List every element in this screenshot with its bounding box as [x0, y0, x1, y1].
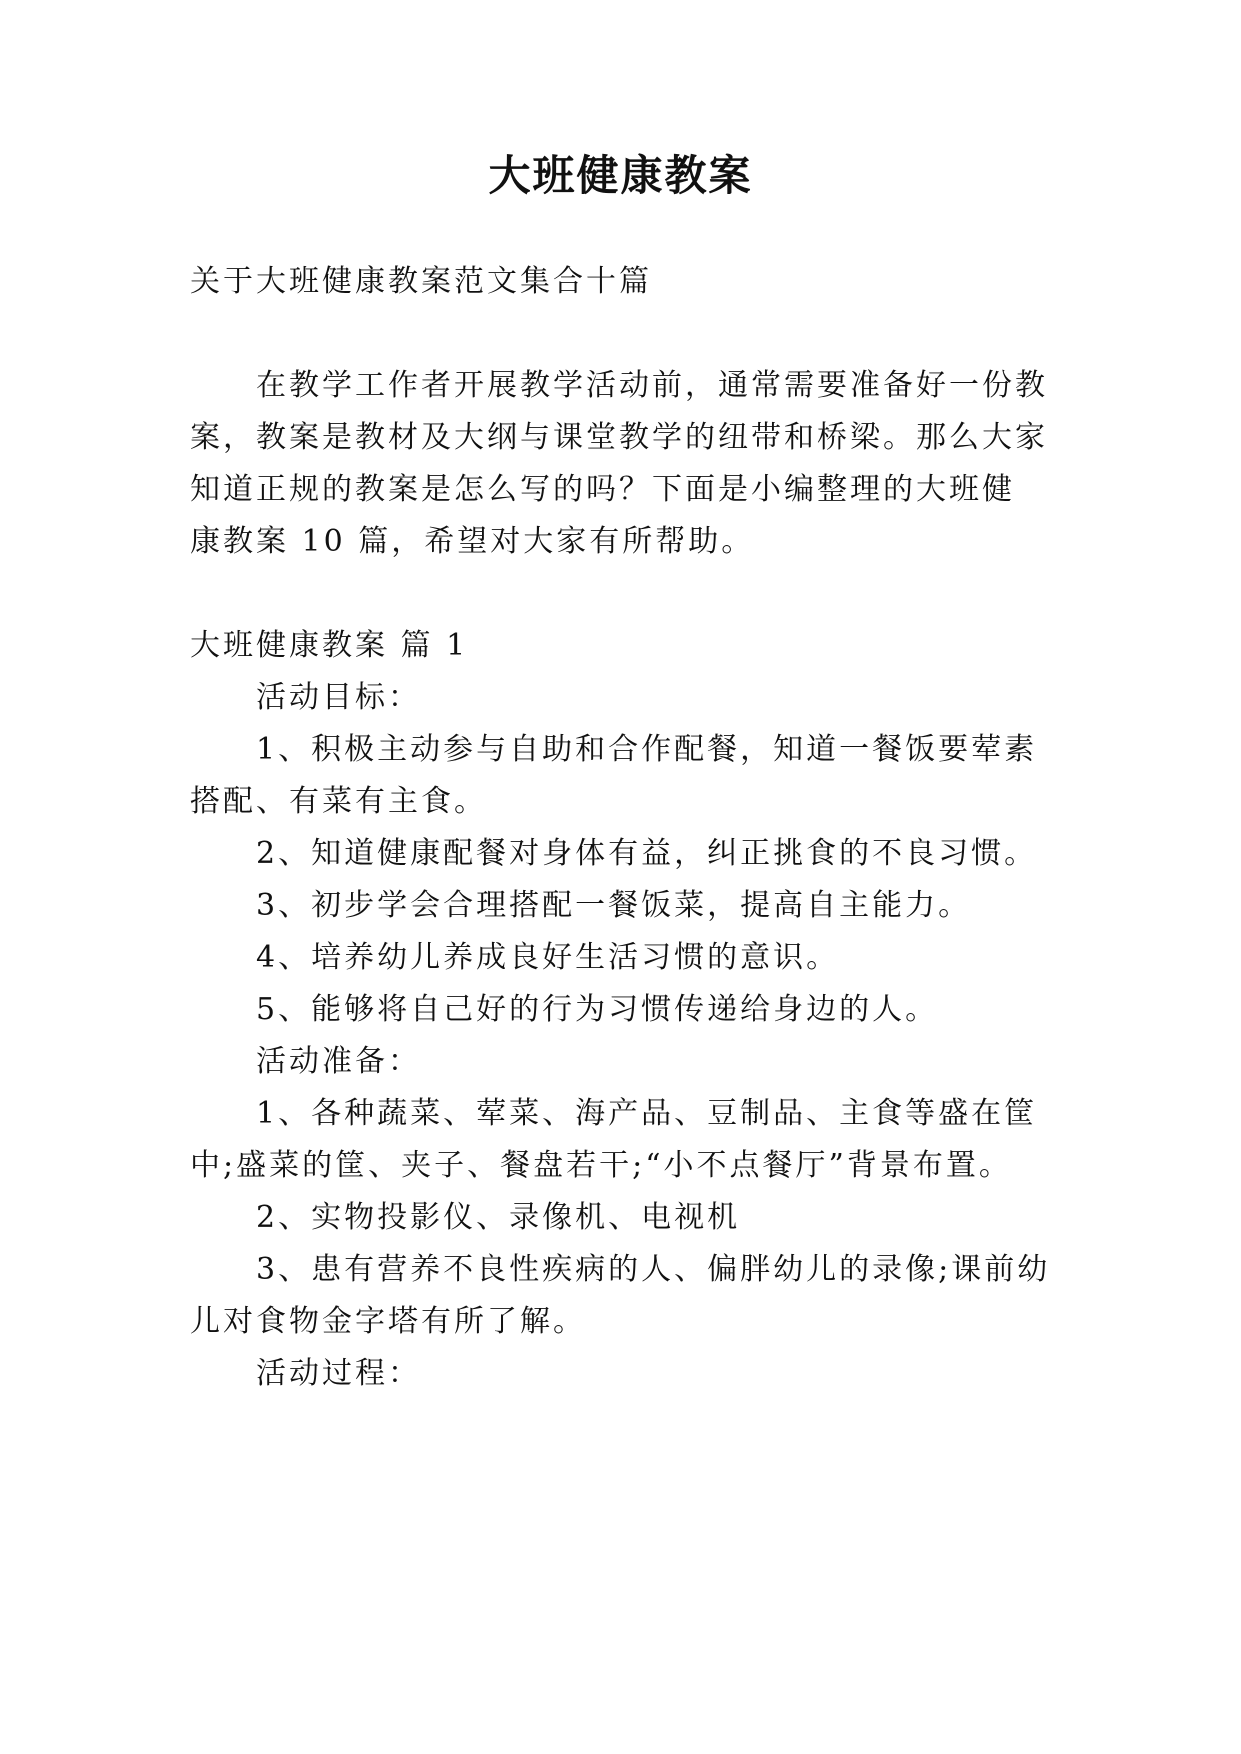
goals-heading: 活动目标： — [256, 680, 421, 715]
goal-line: 5、能够将自己好的行为习惯传递给身边的人。 — [256, 992, 939, 1027]
intro-line: 在教学工作者开展教学活动前，通常需要准备好一份教 — [256, 368, 1048, 403]
prep-line: 2、实物投影仪、录像机、电视机 — [256, 1200, 741, 1235]
prep-line: 中;盛菜的筐、夹子、餐盘若干;“小不点餐厅”背景布置。 — [190, 1148, 1012, 1183]
prep-line: 1、各种蔬菜、荤菜、海产品、豆制品、主食等盛在筐 — [256, 1096, 1038, 1131]
document-title: 大班健康教案 — [488, 151, 753, 200]
document-subtitle: 关于大班健康教案范文集合十篇 — [190, 264, 652, 299]
intro-line: 知道正规的教案是怎么写的吗？下面是小编整理的大班健 — [190, 472, 1015, 507]
process-heading: 活动过程： — [256, 1356, 421, 1391]
goal-line: 2、知道健康配餐对身体有益，纠正挑食的不良习惯。 — [256, 836, 1038, 871]
goal-line: 1、积极主动参与自助和合作配餐，知道一餐饭要荤素 — [256, 732, 1038, 767]
goal-line: 搭配、有菜有主食。 — [190, 784, 487, 819]
goal-line: 3、初步学会合理搭配一餐饭菜，提高自主能力。 — [256, 888, 972, 923]
prep-line: 儿对食物金字塔有所了解。 — [190, 1304, 586, 1339]
section-heading: 大班健康教案 篇 1 — [190, 628, 469, 663]
intro-line: 康教案 10 篇，希望对大家有所帮助。 — [190, 524, 755, 559]
goal-line: 4、培养幼儿养成良好生活习惯的意识。 — [256, 940, 840, 975]
intro-line: 案，教案是教材及大纲与课堂教学的纽带和桥梁。那么大家 — [190, 420, 1048, 455]
prep-line: 3、患有营养不良性疾病的人、偏胖幼儿的录像;课前幼 — [256, 1252, 1051, 1287]
prep-heading: 活动准备： — [256, 1044, 421, 1079]
